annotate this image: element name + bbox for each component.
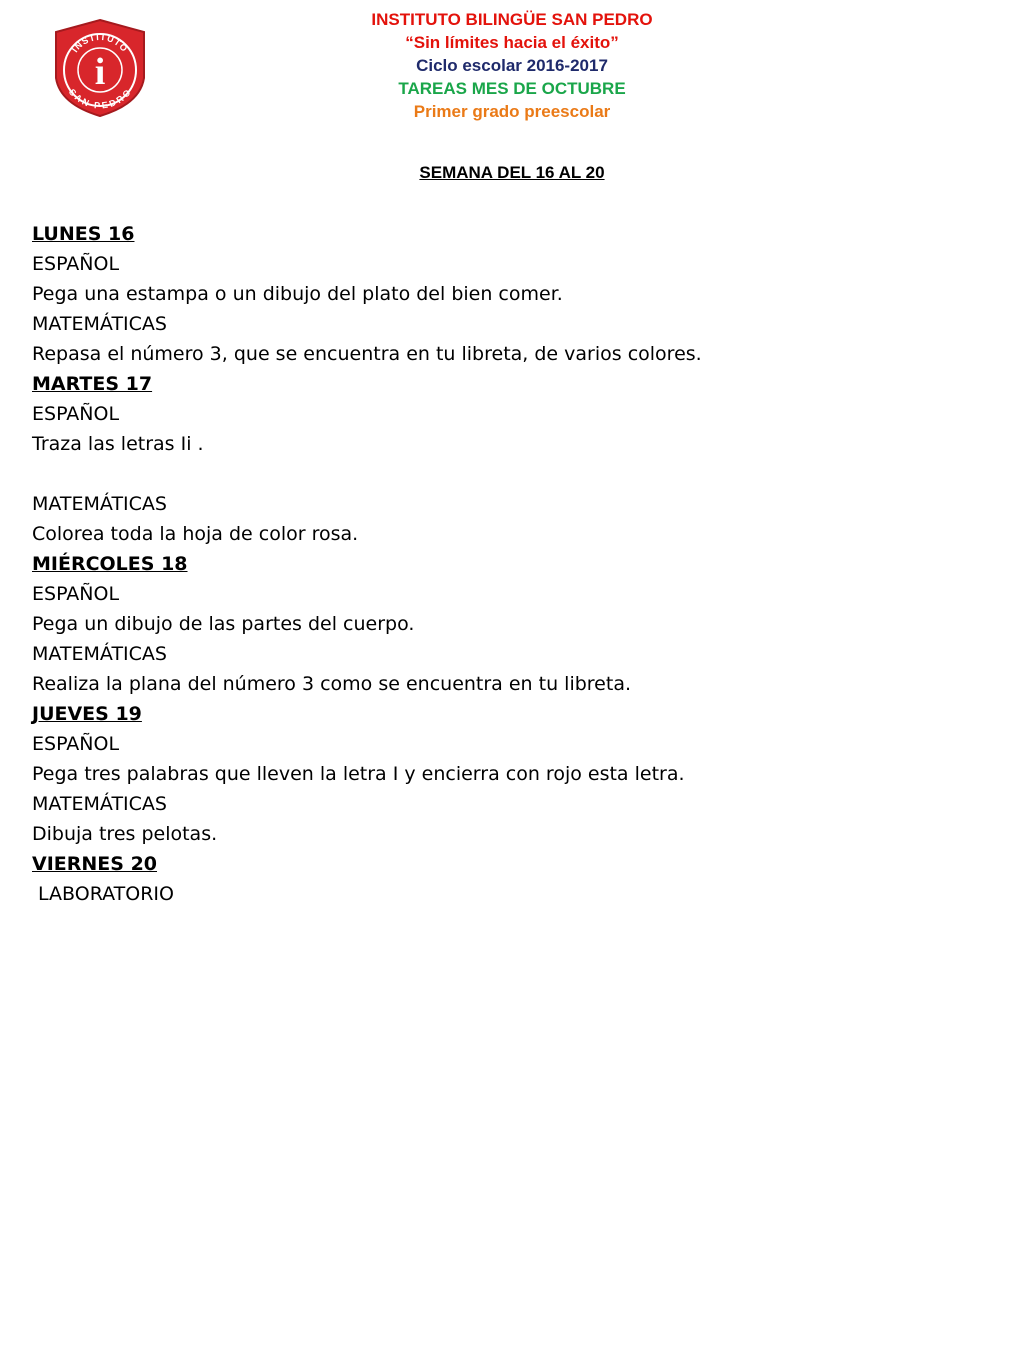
task-text: Pega una estampa o un dibujo del plato del bien comer. (32, 283, 563, 305)
task-text: Colorea toda la hoja de color rosa. (32, 523, 359, 545)
task-text: Pega un dibujo de las partes del cuerpo. (32, 613, 415, 635)
logo-bottom-text: SAN PEDRO (66, 86, 134, 111)
institute-motto: “Sin límites hacia el éxito” (405, 33, 619, 52)
day-title-miercoles: MIÉRCOLES 18 (32, 553, 188, 575)
grade-level: Primer grado preescolar (413, 102, 611, 121)
task-text: Pega tres palabras que lleven la letra I y encierra con rojo esta letra. (32, 763, 685, 785)
homework-list (32, 219, 992, 909)
day-title-jueves: JUEVES 19 (32, 703, 142, 725)
logo-top-text: INSTITUTO (69, 31, 131, 55)
institute-name: INSTITUTO BILINGÜE SAN PEDRO (371, 10, 653, 29)
subject-label: MATEMÁTICAS (32, 793, 167, 815)
logo-letter: i (94, 51, 106, 93)
subject-label: MATEMÁTICAS (32, 493, 167, 515)
subject-label: ESPAÑOL (32, 403, 120, 425)
task-text: Realiza la plana del número 3 como se encuentra en tu libreta. (32, 673, 632, 695)
week-title: SEMANA DEL 16 AL 20 (419, 163, 605, 182)
day-title-lunes: LUNES 16 (32, 223, 135, 245)
subject-label: MATEMÁTICAS (32, 313, 167, 335)
day-title-martes: MARTES 17 (32, 373, 153, 395)
subject-label: ESPAÑOL (32, 253, 120, 275)
document-header (0, 8, 1024, 123)
subject-label: ESPAÑOL (32, 583, 120, 605)
blank-line (32, 459, 992, 489)
task-text: Dibuja tres pelotas. (32, 823, 218, 845)
subject-label: MATEMÁTICAS (32, 643, 167, 665)
day-title-viernes: VIERNES 20 (32, 853, 158, 875)
activity-text: LABORATORIO (32, 883, 174, 905)
task-text: Traza las letras Ii . (32, 433, 204, 455)
school-cycle: Ciclo escolar 2016-2017 (416, 56, 608, 75)
subject-label: ESPAÑOL (32, 733, 120, 755)
tasks-title: TAREAS MES DE OCTUBRE (398, 79, 626, 98)
task-text: Repasa el número 3, que se encuentra en tu libreta, de varios colores. (32, 343, 702, 365)
